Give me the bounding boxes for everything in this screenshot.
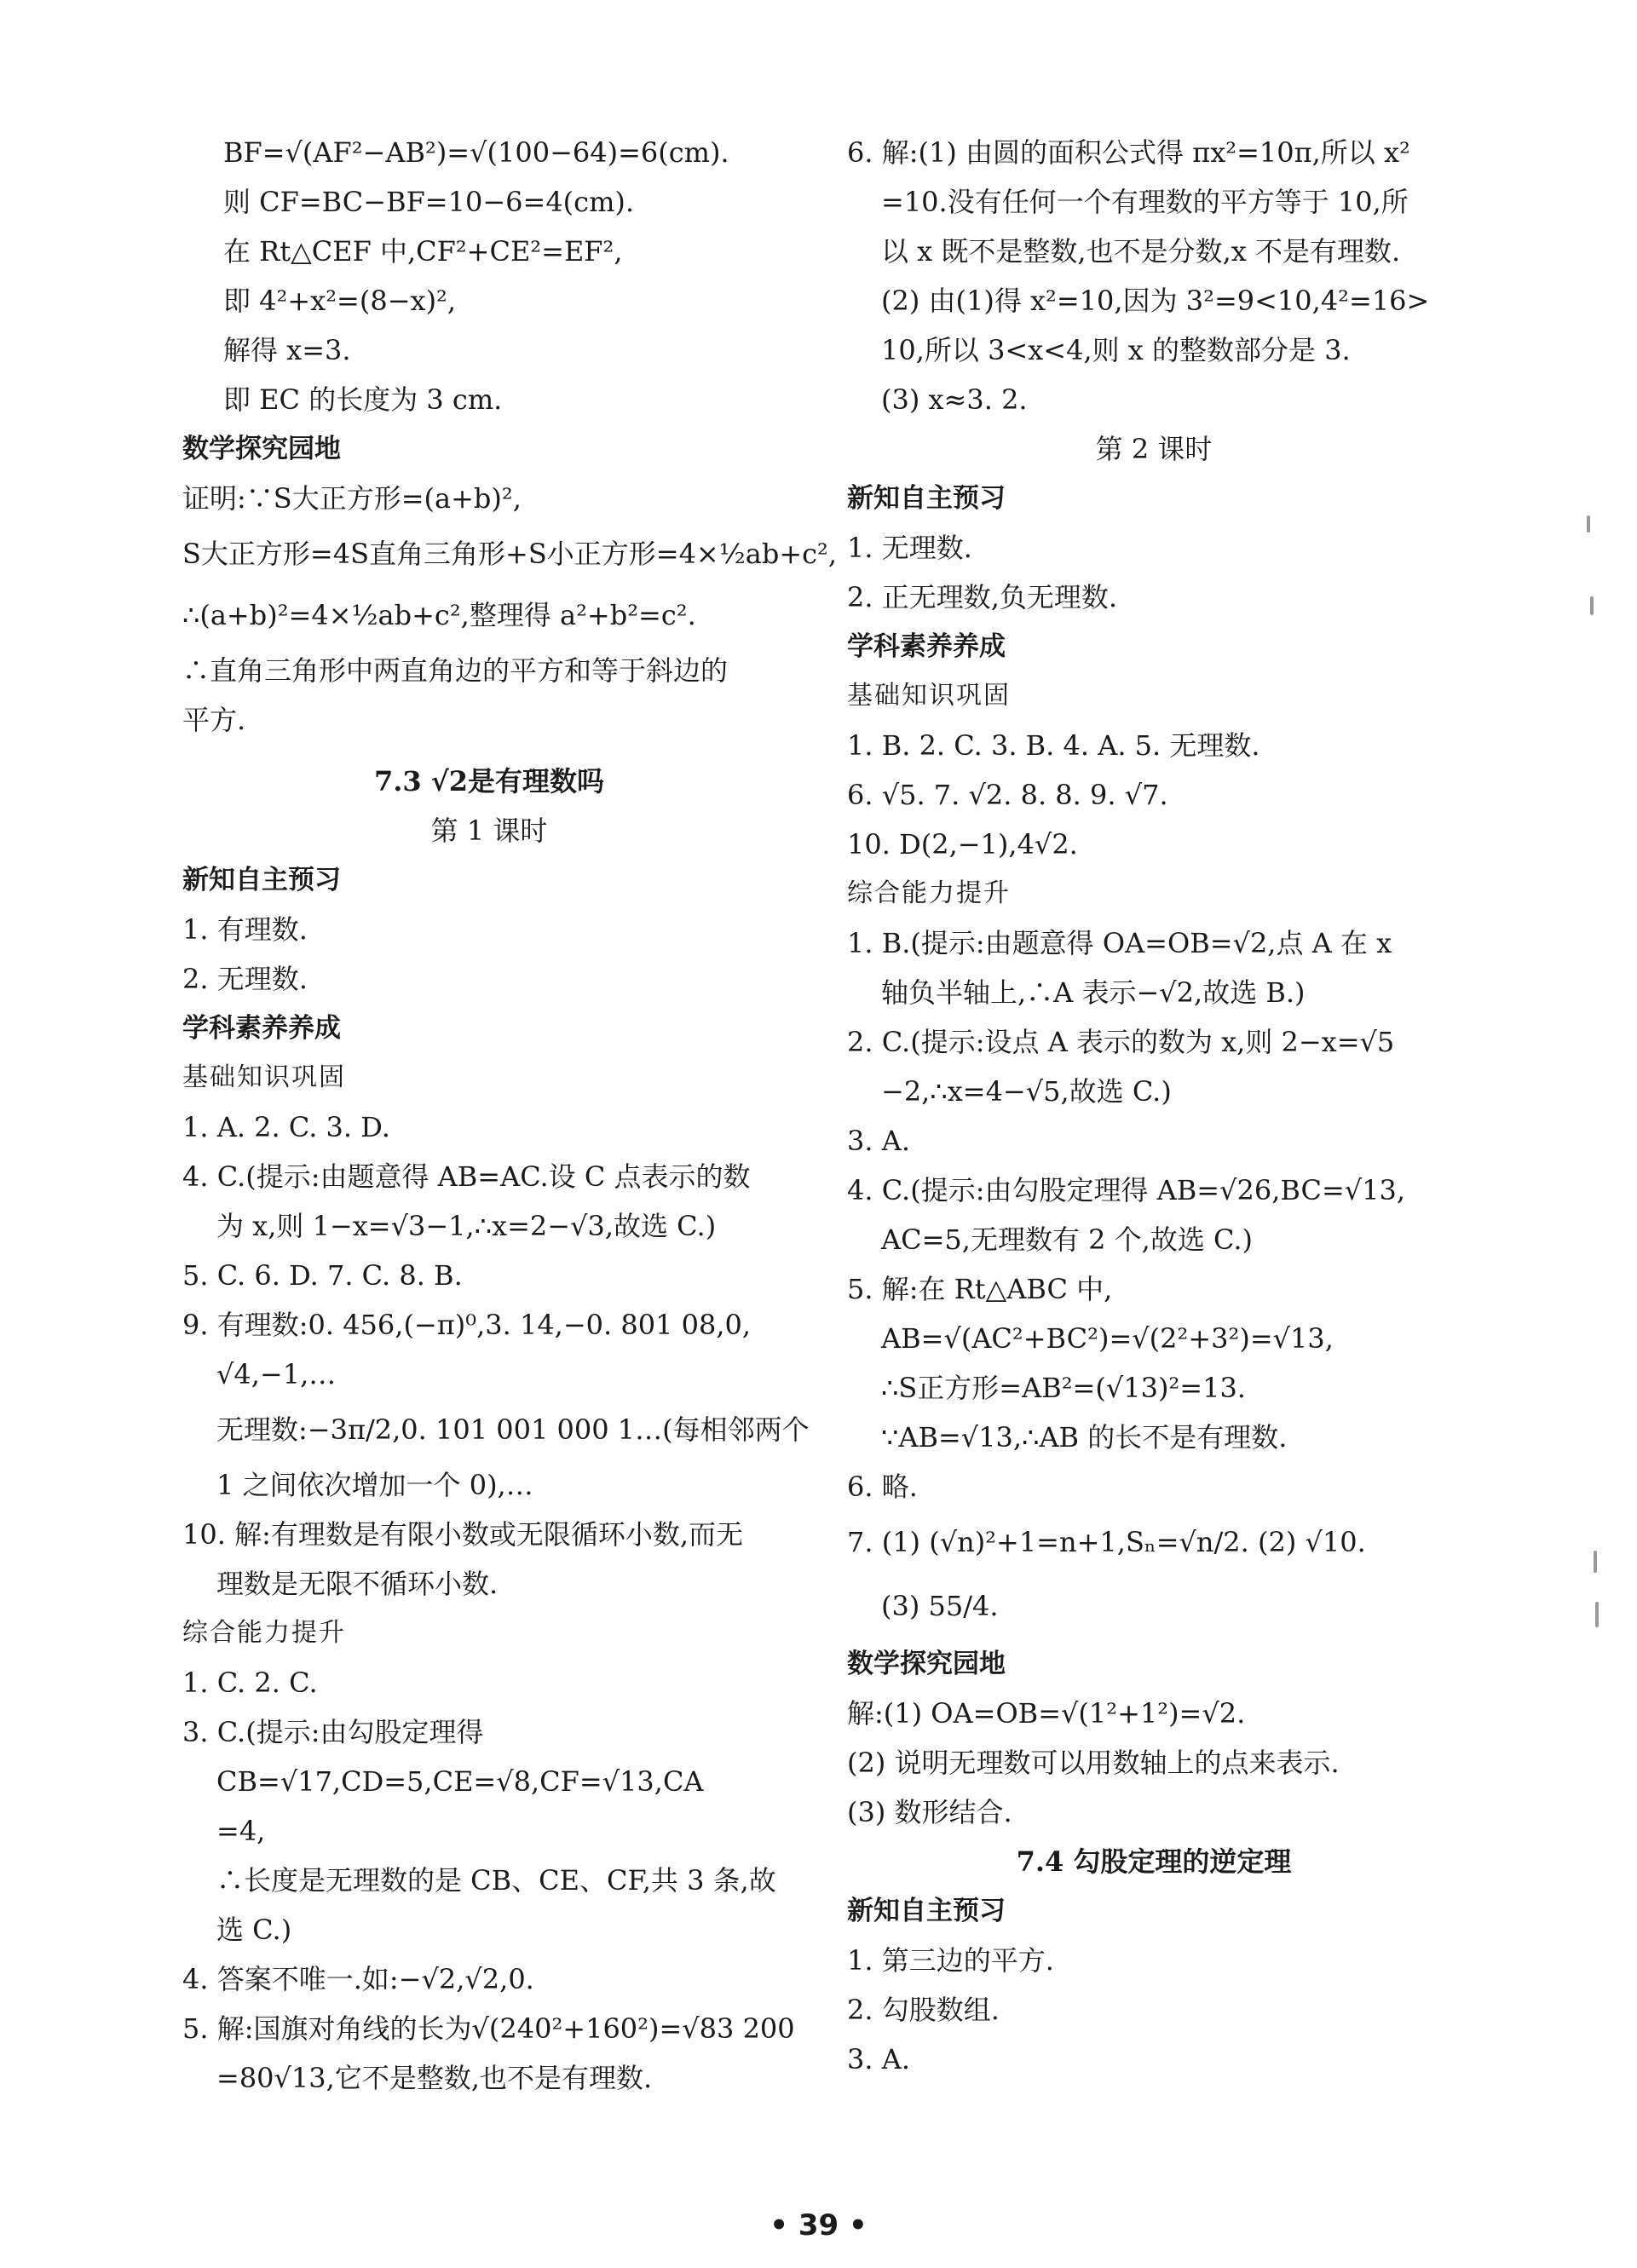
right-line: (3) 数形结合. [847, 1796, 1012, 1828]
right-line: 1. 第三边的平方. [847, 1944, 1054, 1977]
right-line: 以 x 既不是整数,也不是分数,x 不是有理数. [881, 235, 1401, 268]
right-line: 2. C.(提示:设点 A 表示的数为 x,则 2−x=√5 [847, 1026, 1395, 1058]
left-line: 数学探究园地 [182, 434, 341, 464]
left-line: =80√13,它不是整数,也不是有理数. [216, 2062, 653, 2094]
scan-edge-mark [1594, 1551, 1597, 1573]
right-line: 1. B.(提示:由题意得 OA=OB=√2,点 A 在 x [847, 927, 1392, 959]
right-line: 6. √5. 7. √2. 8. 8. 9. √7. [847, 779, 1168, 811]
left-line: 在 Rt△CEF 中,CF²+CE²=EF², [223, 235, 623, 268]
left-line: BF=√(AF²−AB²)=√(100−64)=6(cm). [223, 136, 729, 169]
left-line: 综合能力提升 [182, 1618, 346, 1648]
right-line: 7.4 勾股定理的逆定理 [1016, 1845, 1292, 1878]
right-column [847, 128, 1461, 2084]
right-line: 3. A. [847, 2043, 910, 2075]
left-line: 5. C. 6. D. 7. C. 8. B. [182, 1259, 463, 1292]
left-line: S大正方形=4S直角三角形+S小正方形=4×½ab+c², [182, 538, 838, 570]
right-line: (3) x≈3. 2. [881, 383, 1028, 416]
right-line: 2. 正无理数,负无理数. [847, 581, 1118, 613]
right-line: ∵AB=√13,∴AB 的长不是有理数. [881, 1421, 1288, 1453]
left-line: 7.3 √2是有理数吗 [373, 765, 605, 797]
left-line: 证明:∵S大正方形=(a+b)², [182, 482, 522, 515]
left-line: 即 4²+x²=(8−x)², [223, 285, 457, 317]
right-line: 4. C.(提示:由勾股定理得 AB=√26,BC=√13, [847, 1174, 1406, 1206]
right-line: ∴S正方形=AB²=(√13)²=13. [881, 1372, 1246, 1404]
left-line: 基础知识巩固 [182, 1062, 346, 1092]
right-line: 新知自主预习 [847, 1896, 1006, 1926]
right-line: −2,∴x=4−√5,故选 C.) [881, 1075, 1172, 1108]
left-line: 10. 解:有理数是有限小数或无限循环小数,而无 [182, 1518, 744, 1551]
left-line: 理数是无限不循环小数. [216, 1568, 499, 1600]
left-line: 1. C. 2. C. [182, 1666, 318, 1699]
left-line: 即 EC 的长度为 3 cm. [223, 383, 503, 416]
left-line [182, 745, 796, 757]
left-line: 第 1 课时 [430, 815, 548, 847]
right-line: 1. B. 2. C. 3. B. 4. A. 5. 无理数. [847, 729, 1260, 762]
right-line: AC=5,无理数有 2 个,故选 C.) [881, 1223, 1253, 1256]
scan-edge-mark [1595, 1602, 1599, 1627]
right-line: 学科素养养成 [847, 631, 1006, 662]
left-line: ∴直角三角形中两直角边的平方和等于斜边的 [182, 654, 729, 687]
left-line: 3. C.(提示:由勾股定理得 [182, 1716, 484, 1748]
left-line: 新知自主预习 [182, 865, 341, 895]
right-line: (2) 说明无理数可以用数轴上的点来表示. [847, 1747, 1340, 1779]
right-line: 10. D(2,−1),4√2. [847, 828, 1078, 861]
left-line: =4, [216, 1815, 266, 1847]
right-line: =10.没有任何一个有理数的平方等于 10,所 [881, 186, 1409, 218]
left-line: 5. 解:国旗对角线的长为√(240²+160²)=√83 200 [182, 2012, 795, 2045]
right-line: 综合能力提升 [847, 878, 1011, 908]
right-line: 2. 勾股数组. [847, 1994, 1000, 2026]
right-line: 10,所以 3<x<4,则 x 的整数部分是 3. [881, 334, 1351, 366]
left-column [182, 128, 838, 2103]
scan-edge-mark [1587, 515, 1590, 532]
left-line: ∴(a+b)²=4×½ab+c²,整理得 a²+b²=c². [182, 599, 696, 631]
right-line: 数学探究园地 [847, 1649, 1006, 1679]
left-line: 无理数:−3π/2,0. 101 001 000 1…(每相邻两个 [216, 1413, 810, 1446]
right-line: (2) 由(1)得 x²=10,因为 3²=9<10,4²=16> [881, 285, 1430, 317]
left-line: 则 CF=BC−BF=10−6=4(cm). [223, 186, 635, 218]
left-line: 9. 有理数:0. 456,(−π)⁰,3. 14,−0. 801 08,0, [182, 1309, 752, 1341]
right-line: 3. A. [847, 1125, 910, 1157]
right-line: (3) 55/4. [881, 1590, 999, 1622]
left-line: 为 x,则 1−x=√3−1,∴x=2−√3,故选 C.) [216, 1210, 717, 1242]
left-line: 1. A. 2. C. 3. D. [182, 1111, 390, 1143]
left-line: 平方. [182, 704, 246, 736]
left-line: 2. 无理数. [182, 963, 308, 995]
right-line: 解:(1) OA=OB=√(1²+1²)=√2. [847, 1697, 1246, 1730]
right-line: AB=√(AC²+BC²)=√(2²+3²)=√13, [881, 1322, 1334, 1355]
right-line: 5. 解:在 Rt△ABC 中, [847, 1273, 1113, 1305]
right-line: 第 2 课时 [1095, 433, 1213, 465]
right-line: 基础知识巩固 [847, 681, 1011, 711]
page-number: • 39 • [770, 2208, 867, 2242]
right-line: 6. 略. [847, 1471, 918, 1503]
left-line: 4. 答案不唯一.如:−√2,√2,0. [182, 1963, 534, 1995]
left-line: 1 之间依次增加一个 0),… [216, 1469, 533, 1501]
left-line: √4,−1,… [216, 1358, 337, 1390]
left-line: 4. C.(提示:由题意得 AB=AC.设 C 点表示的数 [182, 1160, 751, 1193]
right-line: 新知自主预习 [847, 483, 1006, 514]
left-line: ∴长度是无理数的是 CB、CE、CF,共 3 条,故 [216, 1864, 776, 1897]
left-line: 选 C.) [216, 1914, 292, 1946]
left-line: 学科素养养成 [182, 1013, 341, 1044]
left-line: 1. 有理数. [182, 913, 308, 946]
scan-edge-mark [1590, 596, 1594, 615]
left-line: 解得 x=3. [223, 334, 351, 366]
right-line: 轴负半轴上,∴A 表示−√2,故选 B.) [881, 976, 1306, 1009]
right-line: 7. (1) (√n)²+1=n+1,Sₙ=√n/2. (2) √10. [847, 1526, 1366, 1558]
left-line: CB=√17,CD=5,CE=√8,CF=√13,CA [216, 1765, 704, 1798]
right-line: 1. 无理数. [847, 532, 972, 564]
right-line: 6. 解:(1) 由圆的面积公式得 πx²=10π,所以 x² [847, 136, 1410, 169]
